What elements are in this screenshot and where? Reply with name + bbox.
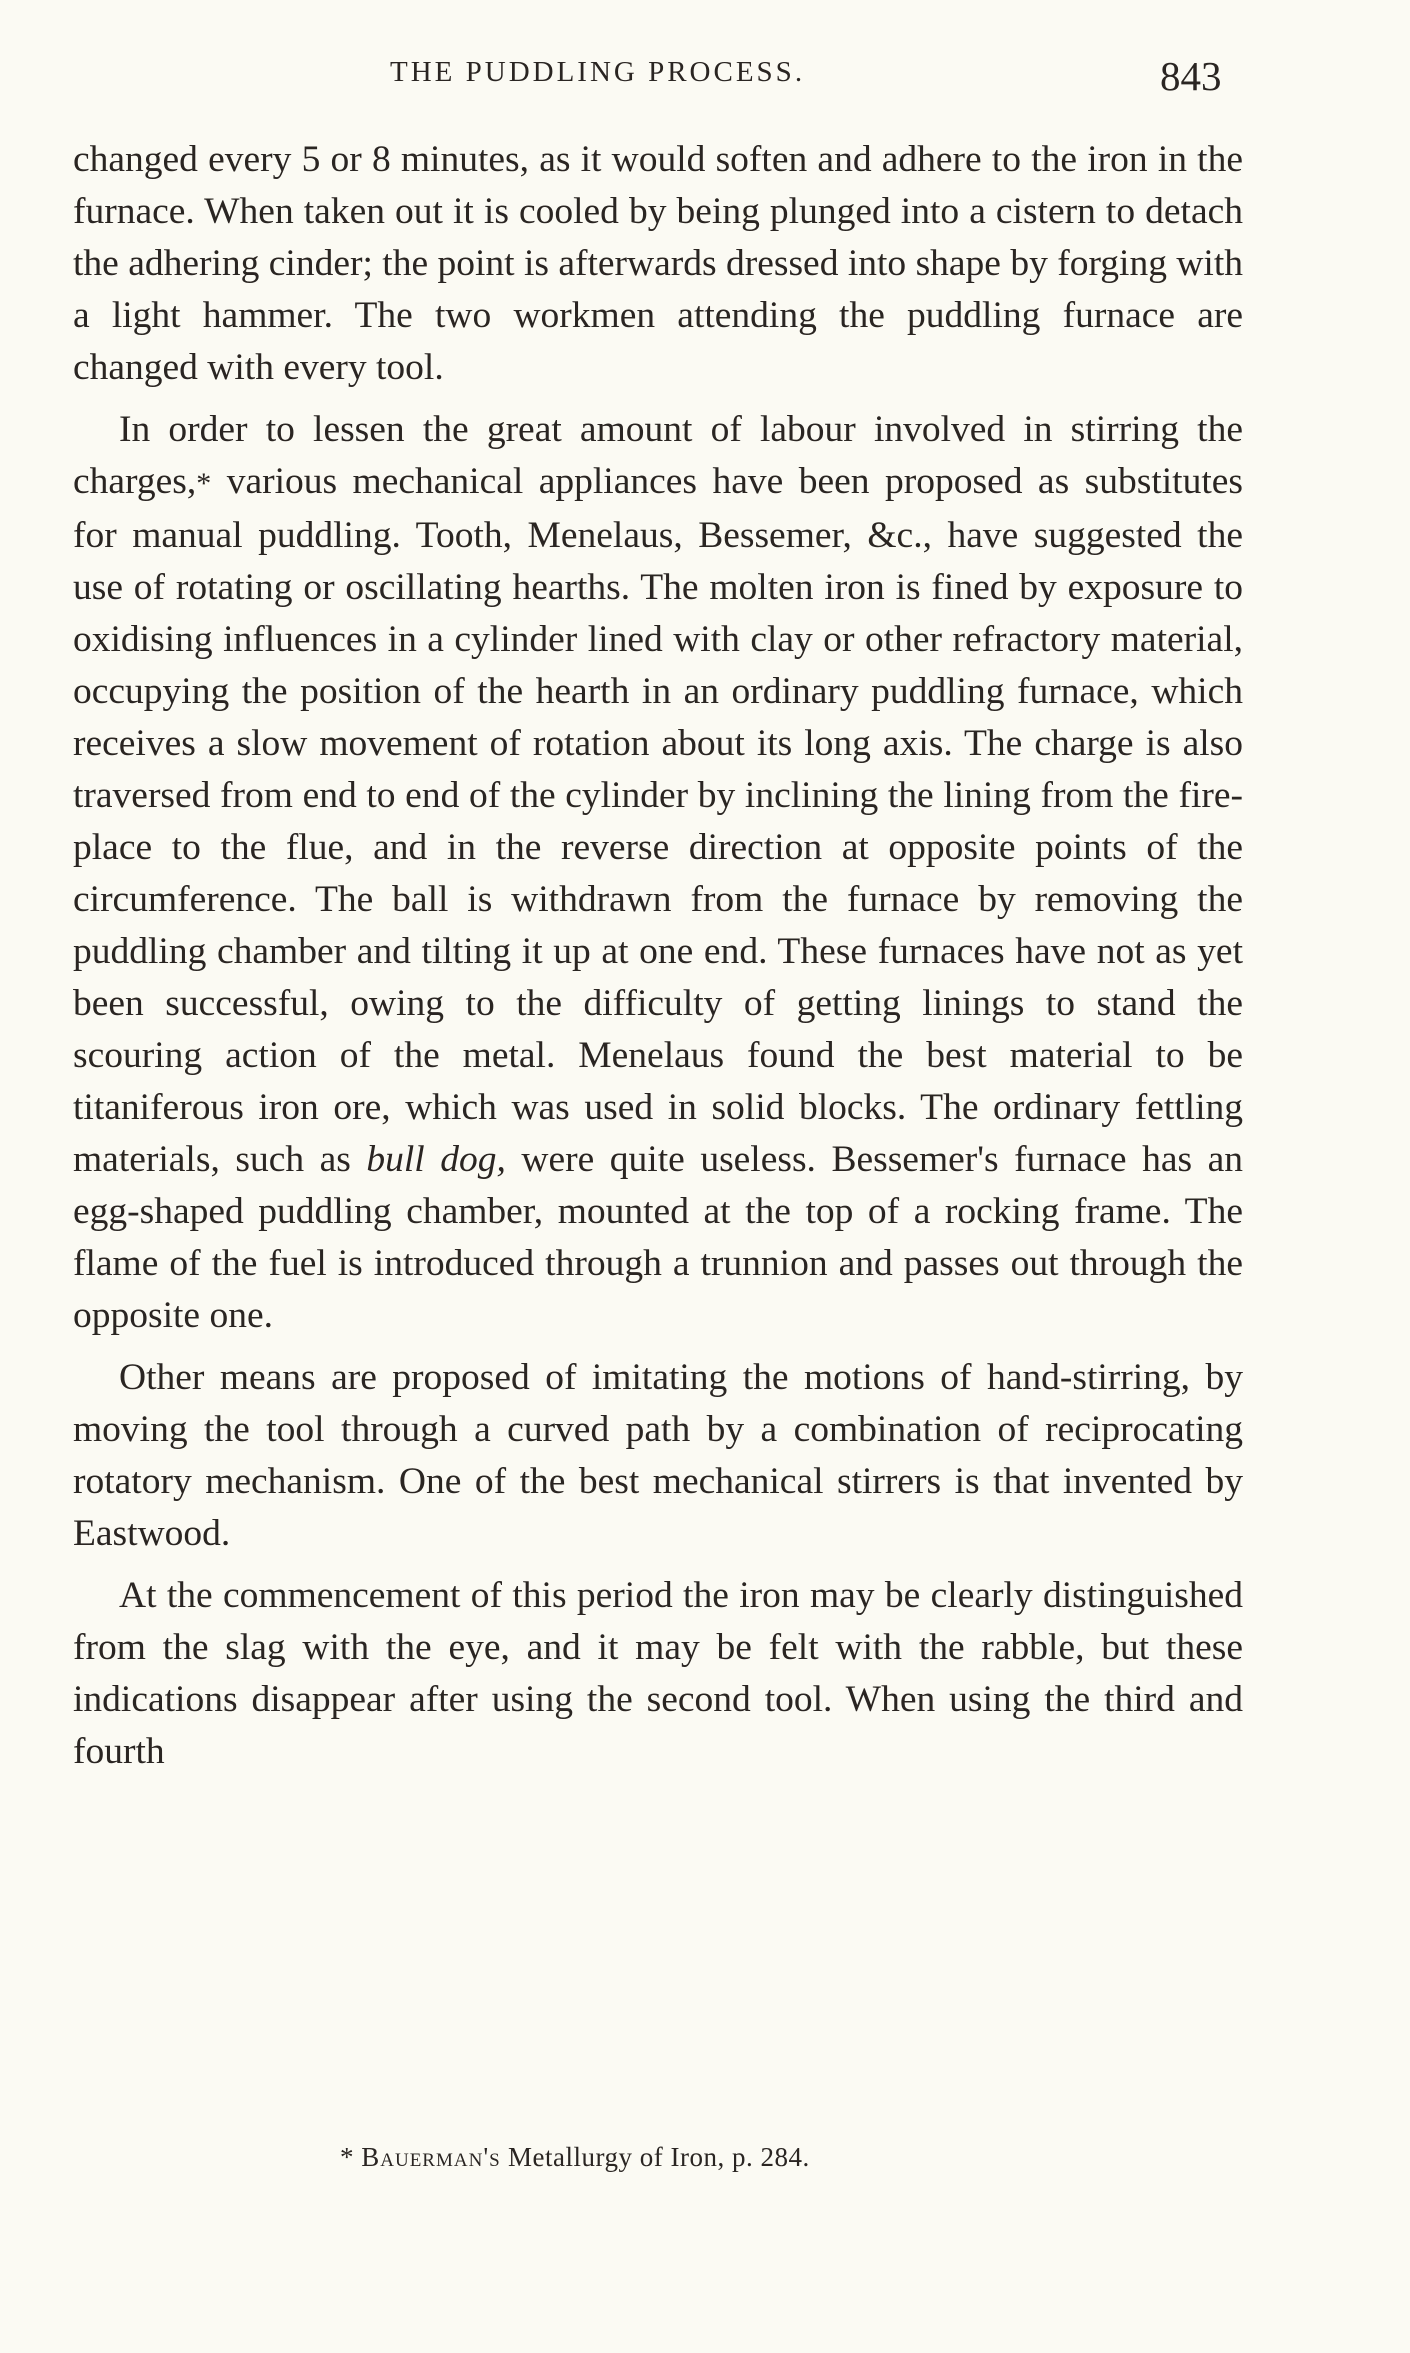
- paragraph-3-text: Other means are proposed of imitating the motions of hand-stirring, by moving the tool through a curved path by a combination of reciprocating rotatory mechanism. One of the best mechanical stirrers is that invented by Eastwood.: [73, 1357, 1243, 1554]
- footnote-reference: *: [196, 467, 212, 500]
- footnote: [340, 2142, 810, 2173]
- italic-term: bull dog,: [366, 1139, 506, 1180]
- page-number: 843: [1160, 53, 1222, 99]
- footnote-marker: *: [340, 2142, 354, 2172]
- page-header: [0, 52, 1410, 112]
- paragraph-4-text: At the commencement of this period the iron may be clearly distinguished from the slag with the eye, and it may be felt with the rabble, but these indications disappear after using the second tool. When using the third and fourth: [73, 1575, 1243, 1772]
- paragraph-2-text-b: various mechanical appliances have been proposed as substitutes for manual puddling. Tooth, Menelaus, Bessemer, &c., have suggested the use of rotating or oscillating hearths. The molten iron is fined by exposure to oxidising influences in a cylinder lined with clay or other refractory material, occupying the position of the hearth in an ordinary puddling furnace, which receives a slow movement of rotation about its long axis. The charge is also traversed from end to end of the cylinder by inclining the lining from the fire-place to the flue, and in the reverse direction at opposite points of the circumference. The ball is withdrawn from the furnace by removing the puddling chamber and tilting it up at one end. These furnaces have not as yet been successful, owing to the difficulty of getting linings to stand the scouring action of the metal. Menelaus found the best material to be titaniferous iron ore, which was used in solid blocks. The ordinary fettling materials, such as: [73, 461, 1243, 1180]
- footnote-author: Bauerman's: [361, 2142, 501, 2172]
- paragraph-1-text: changed every 5 or 8 minutes, as it would soften and adhere to the iron in the furnace. When taken out it is cooled by being plunged into a cistern to detach the adhering cinder; the point is afterwards dressed into shape by forging with a light hammer. The two workmen attending the puddling furnace are changed with every tool.: [73, 139, 1243, 388]
- paragraph-1: [73, 134, 1243, 394]
- paragraph-2-text-c: were quite useless. Bessemer's furnace has an egg-shaped puddling chamber, mounted at the top of a rocking frame. The flame of the fuel is introduced through a trunnion and passes out through the opposite one.: [73, 1139, 1243, 1336]
- paragraph-3: [73, 1352, 1243, 1560]
- footnote-text: Metallurgy of Iron, p. 284.: [508, 2142, 810, 2172]
- paragraph-2: [73, 404, 1243, 1342]
- paragraph-4: [73, 1570, 1243, 1778]
- paragraph-2-text-a: In order to lessen the great amount of labour involved in stirring the charges,: [73, 409, 1243, 502]
- body-text: [73, 134, 1243, 1778]
- running-title: THE PUDDLING PROCESS.: [390, 56, 806, 88]
